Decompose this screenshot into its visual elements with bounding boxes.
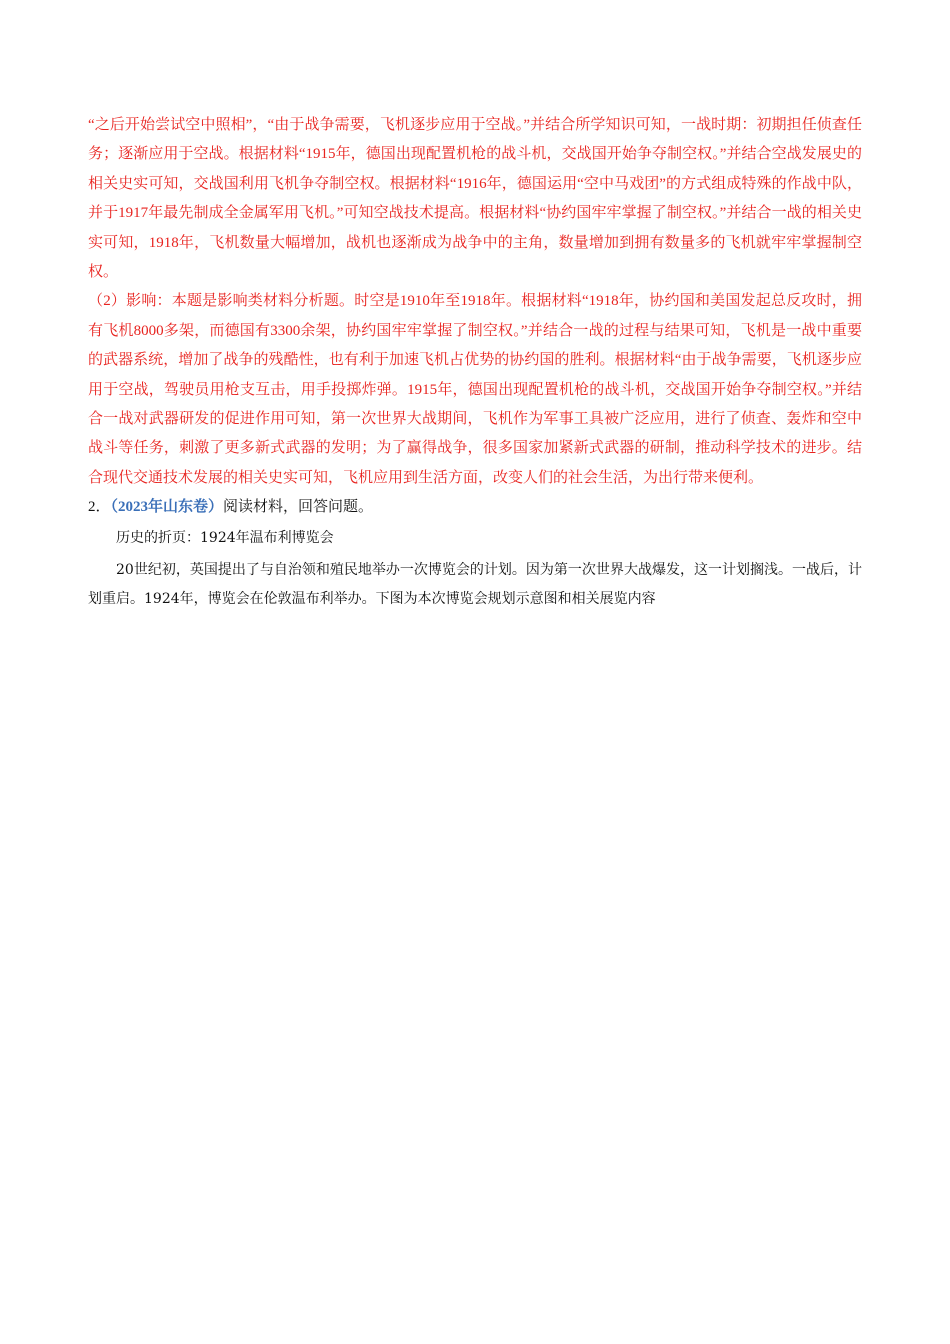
page-content	[88, 111, 862, 614]
answer-paragraph-impact: （2）影响：本题是影响类材料分析题。时空是1910年至1918年。根据材料“1918年，协约国和美国发起总反攻时，拥有飞机8000多架，而德国有3300余架，协约国牢牢掌握了制空权。”并结合一战的过程与结果可知，飞机是一战中重要的武器系统，增加了战争的残酷性，也有利于加速飞机占优势的协约国的胜利。根据材料“由于战争需要，飞机逐步应用于空战，驾驶员用枪支互击，用手投掷炸弹。1915年，德国出现配置机枪的战斗机，交战国开始争夺制空权。”并结合一战对武器研发的促进作用可知，第一次世界大战期间，飞机作为军事工具被广泛应用，进行了侦查、轰炸和空中战斗等任务，刺激了更多新式武器的发明；为了赢得战争，很多国家加紧新式武器的研制，推动科学技术的进步。结合现代交通技术发展的相关史实可知，飞机应用到生活方面，改变人们的社会生活，为出行带来便利。	[88, 293, 862, 486]
question-source: （2023年山东卷）	[110, 499, 224, 516]
material-title: 历史的折页：1924年温布利博览会	[116, 530, 334, 547]
question-number: 2．	[88, 499, 111, 516]
answer-paragraph-analysis: “之后开始尝试空中照相”，“由于战争需要，飞机逐步应用于空战。”并结合所学知识可知，一战时期：初期担任侦查任务；逐渐应用于空战。根据材料“1915年，德国出现配置机枪的战斗机，交战国开始争夺制空权。”并结合空战发展史的相关史实可知，交战国利用飞机争夺制空权。根据材料“1916年，德国运用“空中马戏团”的方式组成特殊的作战中队，并于1917年最先制成全金属军用飞机。”可知空战技术提高。根据材料“协约国牢牢掌握了制空权。”并结合一战的相关史实可知，1918年，飞机数量大幅增加，战机也逐渐成为战争中的主角，数量增加到拥有数量多的飞机就牢牢掌握制空权。	[88, 117, 862, 281]
question-header	[88, 493, 862, 522]
material-body: 20世纪初，英国提出了与自治领和殖民地举办一次博览会的计划。因为第一次世界大战爆发，这一计划搁浅。一战后，计划重启。1924年，博览会在伦敦温布利举办。下图为本次博览会规划示意图和相关展览内容	[88, 562, 862, 608]
question-prompt: 阅读材料，回答问题。	[223, 499, 374, 516]
